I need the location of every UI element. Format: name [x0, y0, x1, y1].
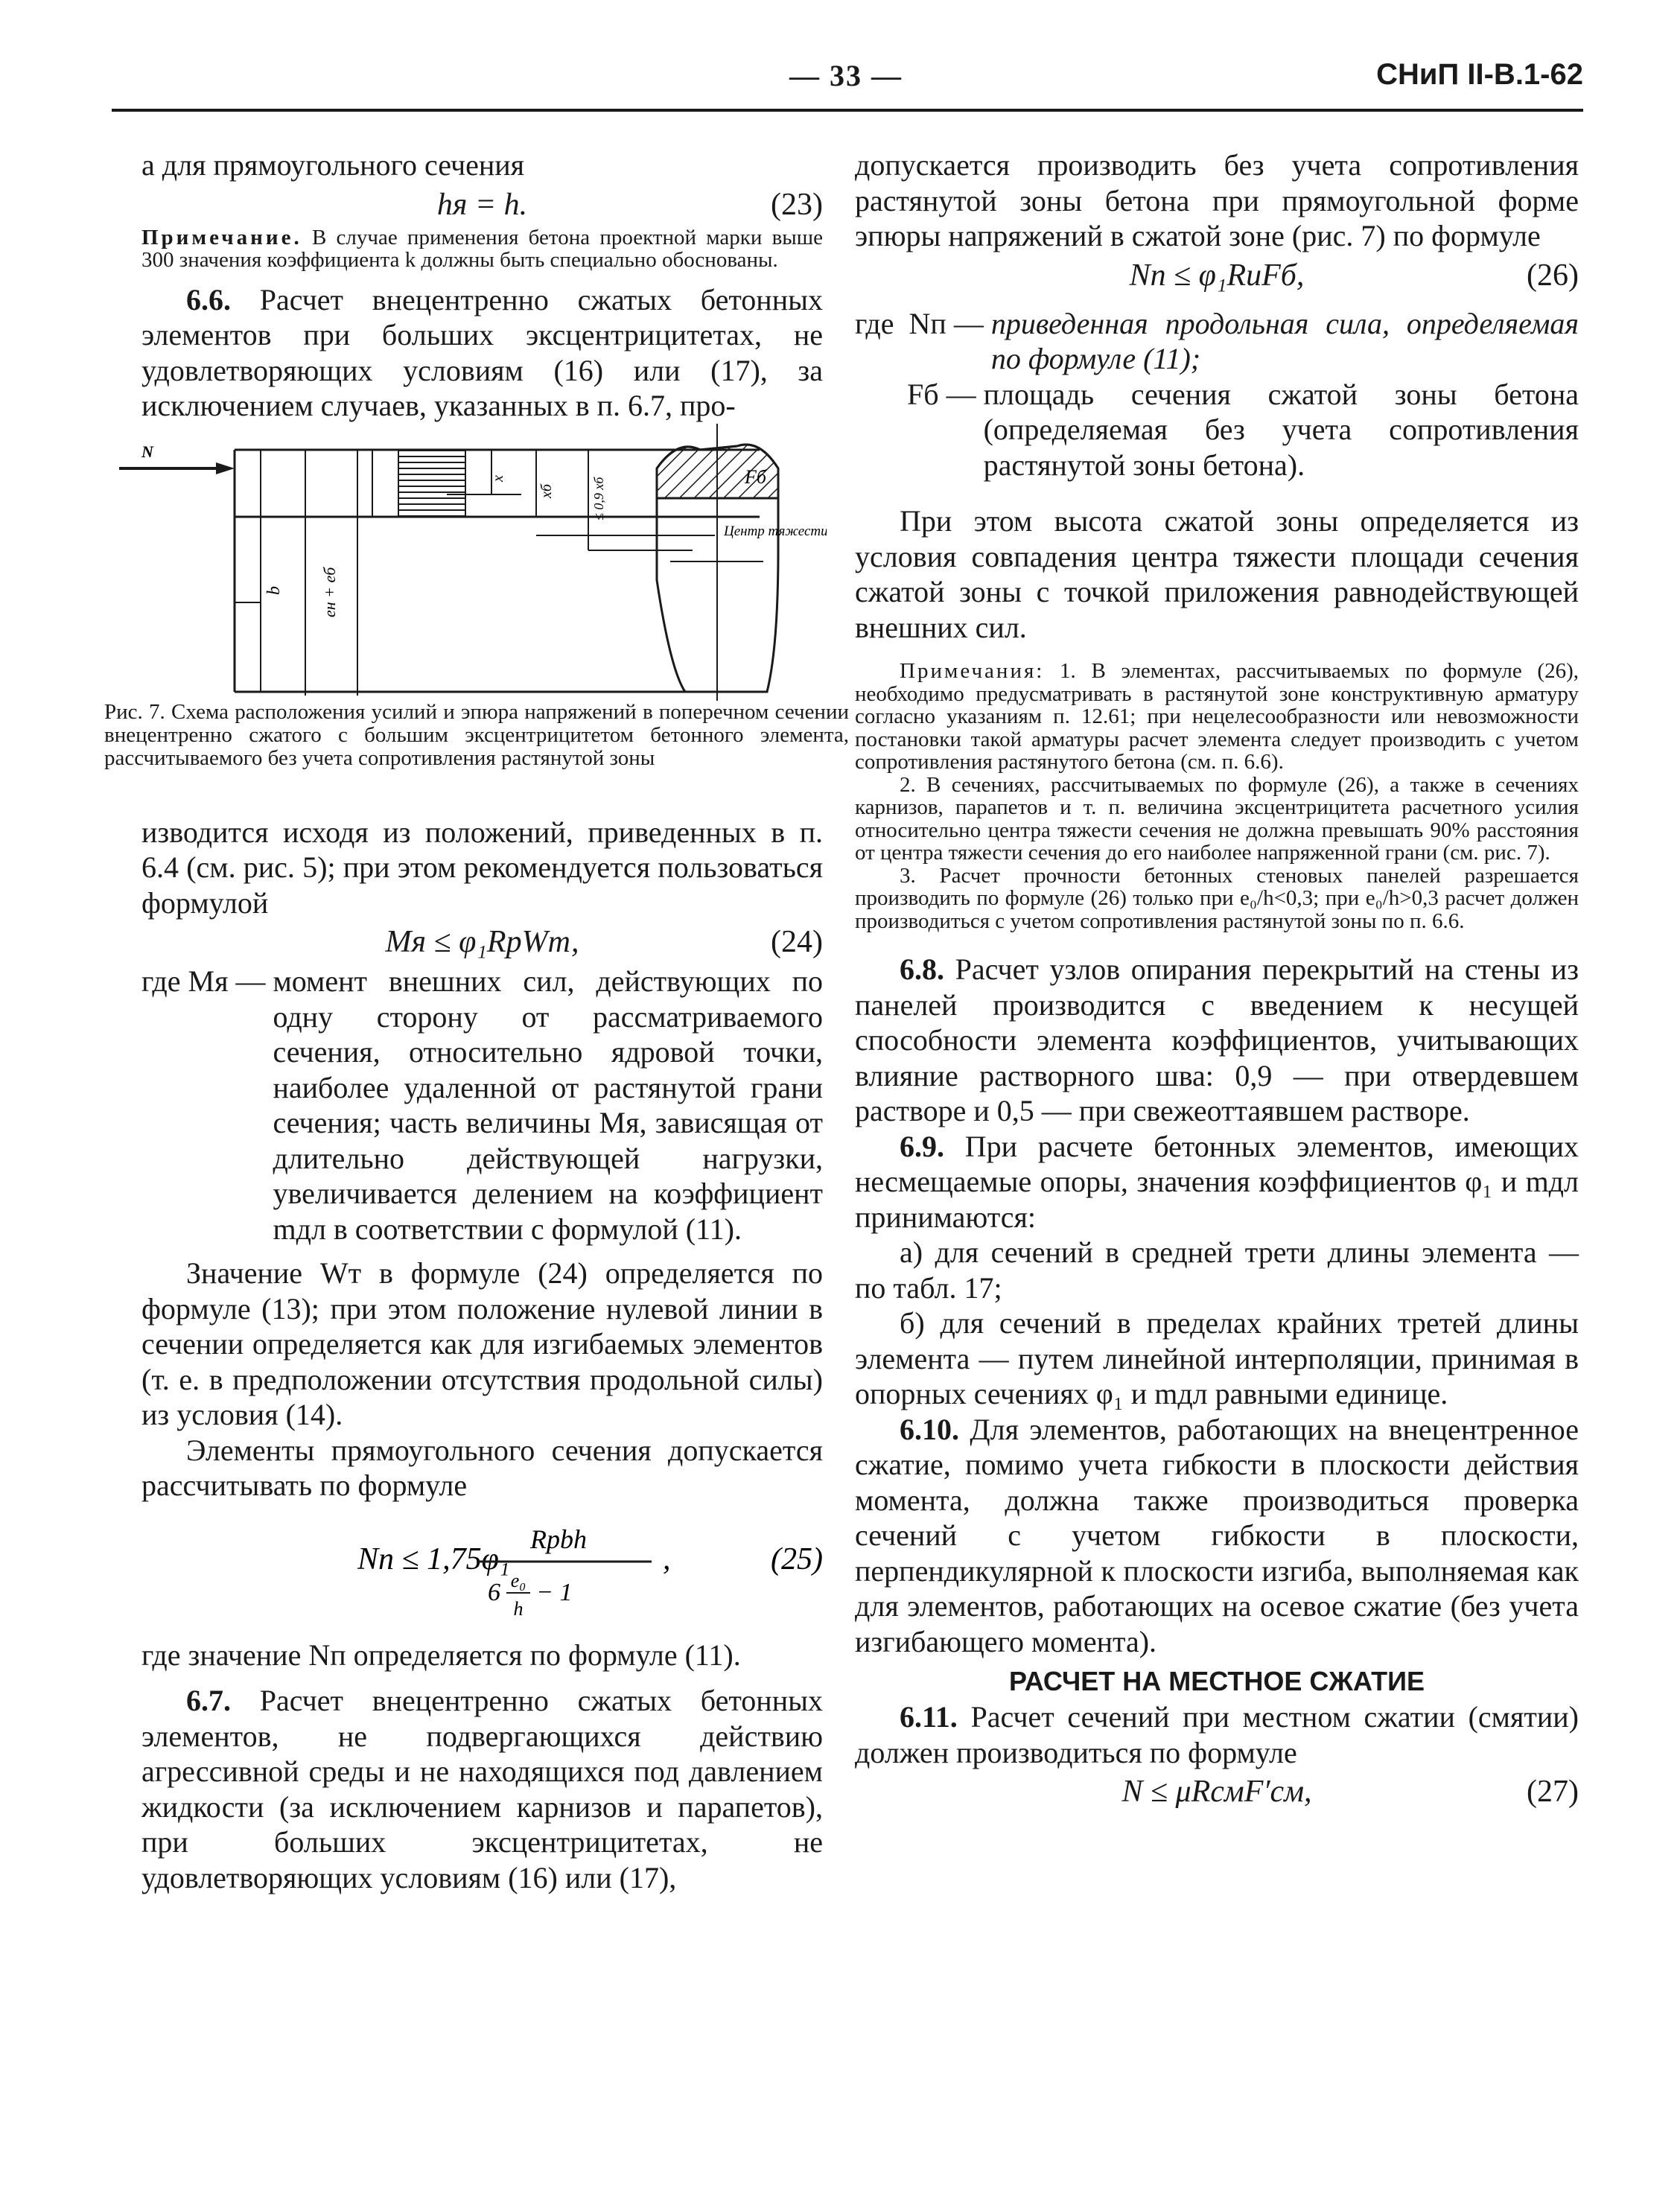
equation-expression: hя = h.	[436, 187, 528, 222]
section-6-10	[855, 1412, 1579, 1660]
equation-23	[141, 183, 823, 226]
stress-block	[398, 450, 465, 517]
paragraph: изводится исходя из положений, приведенных в п. 6.4 (см. рис. 5); при этом рекомендуется пользоваться формулой	[141, 815, 823, 920]
section-text: Для элементов, работающих на внецентренное сжатие, помимо учета гибкости в плоскости действия момента, должна также производиться проверка сечений с учетом гибкости в плоскости, перпендикулярной к плоскости изгиба, выполняемая как для элементов, работающих на осевое сжатие (без учета изгибающего момента).	[855, 1412, 1579, 1658]
note: 2. В сечениях, рассчитываемых по формуле (26), а также в сечениях карнизов, парапетов и т. п. величина эксцентрицитета расчетного усилия относительно центра тяжести сечения не должна превышать 90% расстояния от центра тяжести сечения до его наиболее напряженной грани (см. рис. 7).	[855, 772, 1579, 865]
section-6-9	[855, 1129, 1579, 1235]
equation-number: (23)	[771, 187, 823, 222]
section-number: 6.7.	[186, 1684, 231, 1717]
label-N: N	[141, 442, 153, 461]
definition-text: площадь сечения сжатой зоны бетона (определяемая без учета сопротивления растянутой зоны бетона).	[983, 377, 1579, 482]
section-text: При расчете бетонных элементов, имеющих несмещаемые опоры, значения коэффициентов φ₁ и mдл принимаются:	[855, 1129, 1579, 1234]
paragraph: При этом высота сжатой зоны определяется из условия совпадения центра тяжести площади сечения сжатой зоны с точкой приложения равнодействующей внешних сил.	[855, 504, 1579, 644]
label-09xb: ≤ 0,9 xб	[591, 477, 606, 521]
page-number: — 33 —	[789, 59, 903, 92]
definitions	[141, 964, 823, 1247]
equation-24	[141, 920, 823, 964]
list-item: б) для сечений в пределах крайних третей длины элемента — путем линейной интерполяции, принимая в опорных сечениях φ₁ и mдл равными единице.	[855, 1306, 1579, 1410]
equation-number: (24)	[771, 925, 823, 959]
section-6-11	[855, 1699, 1579, 1770]
equation-number: (25)	[771, 1541, 823, 1576]
note	[141, 226, 823, 272]
section-text: Расчет внецентренно сжатых бетонных элементов при больших эксцентрицитетах, не удовлетворяющих условиям (16) или (17), за исключением случаев, указанных в п. 6.7, про-	[141, 282, 823, 422]
label-x: x	[490, 474, 506, 482]
equation-number: (27)	[1527, 1775, 1579, 1809]
label-xb: xб	[538, 483, 555, 498]
header-rule	[112, 109, 1583, 112]
equation-expression: Mя ≤ φ₁RрWт,	[385, 925, 579, 959]
equation-26	[855, 254, 1579, 297]
paragraph: Элементы прямоугольного сечения допускается рассчитывать по формуле	[141, 1433, 823, 1502]
label-center: Центр тяжести	[724, 523, 827, 539]
label-eh-eb: eн + eб	[320, 567, 339, 617]
stress-diagram	[104, 424, 827, 701]
section-6-7	[141, 1683, 823, 1895]
section-number: 6.9.	[900, 1129, 944, 1163]
section-6-8	[855, 952, 1579, 1129]
note-label: Примечание.	[141, 225, 302, 249]
force-arrowhead	[216, 462, 235, 474]
equation-27	[855, 1770, 1579, 1813]
paragraph: допускается производить без учета сопротивления растянутой зоны бетона при прямоугольной форме эпюры напряжений в сжатой зоне (рис. 7) по формуле	[855, 148, 1579, 252]
section-number: 6.8.	[900, 952, 944, 986]
equation-expression: Nп ≤ φ₁RиFб,	[1129, 258, 1305, 293]
section-number: 6.10.	[900, 1412, 959, 1446]
notes-label: Примечания:	[900, 659, 1045, 683]
definition-row	[141, 964, 823, 1247]
comma: ,	[663, 1541, 671, 1576]
note: 3. Расчет прочности бетонных стеновых панелей разрешается производить по формуле (26) только при e₀/h<0,3; при e₀/h>0,3 расчет должен производиться с учетом сопротивления растянутой зоны по п. 6.6.	[855, 863, 1579, 933]
paragraph: где значение Nп определяется по формуле (11).	[141, 1638, 741, 1672]
definition-row	[855, 377, 1579, 483]
equation-25	[141, 1503, 823, 1638]
definitions	[855, 306, 1579, 483]
definition-row	[855, 306, 1579, 377]
fraction-denominator-rest: − 1	[536, 1578, 573, 1606]
paragraph: а для прямоугольного сечения	[141, 148, 525, 182]
right-column	[855, 147, 1579, 1813]
fraction-denominator-coef: 6	[488, 1578, 500, 1606]
note	[855, 660, 1579, 774]
section-text: Расчет сечений при местном сжатии (смятии) должен производиться по формуле	[855, 1700, 1579, 1769]
section-6-6	[141, 282, 823, 424]
definition-text: приведенная продольная сила, определяемая по формуле (11);	[990, 306, 1579, 375]
definition-symbol: Fб —	[855, 377, 984, 411]
document-code: СНиП II-В.1-62	[1376, 58, 1583, 91]
paragraph: Значение Wт в формуле (24) определяется по формуле (13); при этом положение нулевой линии в сечении определяется как для изгибаемых элементов (т. е. в предположении отсутствия продольной силы) из условия (14).	[141, 1256, 823, 1431]
note-text: В случае применения бетона проектной марки выше 300 значения коэффициента k должны быть специально обоснованы.	[141, 225, 823, 272]
section-text: Расчет внецентренно сжатых бетонных элементов, не подвергающихся действию агрессивной среды и не находящихся под давлением жидкости (за исключением карнизов и парапетов), при больших эксцентрицитетах, не удовлетворяющих условиям (16) или (17),	[141, 1684, 823, 1894]
section-text: Расчет узлов опирания перекрытий на стены из панелей производится с введением к несущей способности элемента коэффициентов, учитывающих влияние растворного шва: 0,9 — при отвердевшем растворе и 0,5 — при свежеоттаявшем растворе.	[855, 952, 1579, 1127]
section-number: 6.11.	[900, 1700, 958, 1734]
label-b: b	[264, 585, 284, 595]
inner-fraction-denominator: h	[513, 1597, 524, 1620]
definition-symbol: где Nп —	[855, 306, 991, 340]
figure-7	[104, 424, 827, 701]
equation-expression: N ≤ μRсмF′см,	[1121, 1775, 1312, 1809]
definition-text: момент внешних сил, действующих по одну сторону от рассматриваемого сечения, относительно ядровой точки, наиболее удаленной от растянутой грани сечения; часть величины Mя, зависящая от длительно действующей нагрузки, увеличивается делением на коэффициент mдл в соответствии с формулой (11).	[273, 964, 823, 1246]
figure-caption: Рис. 7. Схема расположения усилий и эпюра напряжений в поперечном сечении внецентренно сжатого с большим эксцентрицитетом бетонного элемента, рассчитываемого без учета сопротивления растянутой зоны	[104, 699, 849, 770]
list-item: а) для сечений в средней трети длины элемента — по табл. 17;	[855, 1235, 1579, 1305]
label-Fb: Fб	[745, 465, 766, 488]
note-text: 1. В элементах, рассчитываемых по формуле (26), необходимо предусматривать в растянутой зоне конструктивную арматуру согласно указаниям п. 12.61; при нецелесообразности или невозможности постановки такой арматуры расчет элемента следует производить с учетом сопротивления растянутого бетона (см. п. 6.6).	[855, 659, 1579, 774]
left-column	[104, 147, 849, 1895]
fraction-formula	[141, 1503, 823, 1638]
section-heading: РАСЧЕТ НА МЕСТНОЕ СЖАТИЕ	[1008, 1666, 1425, 1696]
equation-number: (26)	[1527, 258, 1579, 293]
equation-lhs: Nп ≤ 1,75φ₁	[357, 1541, 510, 1576]
fraction-numerator: Rрbh	[530, 1524, 587, 1554]
section-number: 6.6.	[186, 282, 231, 316]
definition-symbol: где Mя —	[141, 964, 273, 998]
inner-fraction-numerator: e₀	[510, 1569, 526, 1591]
